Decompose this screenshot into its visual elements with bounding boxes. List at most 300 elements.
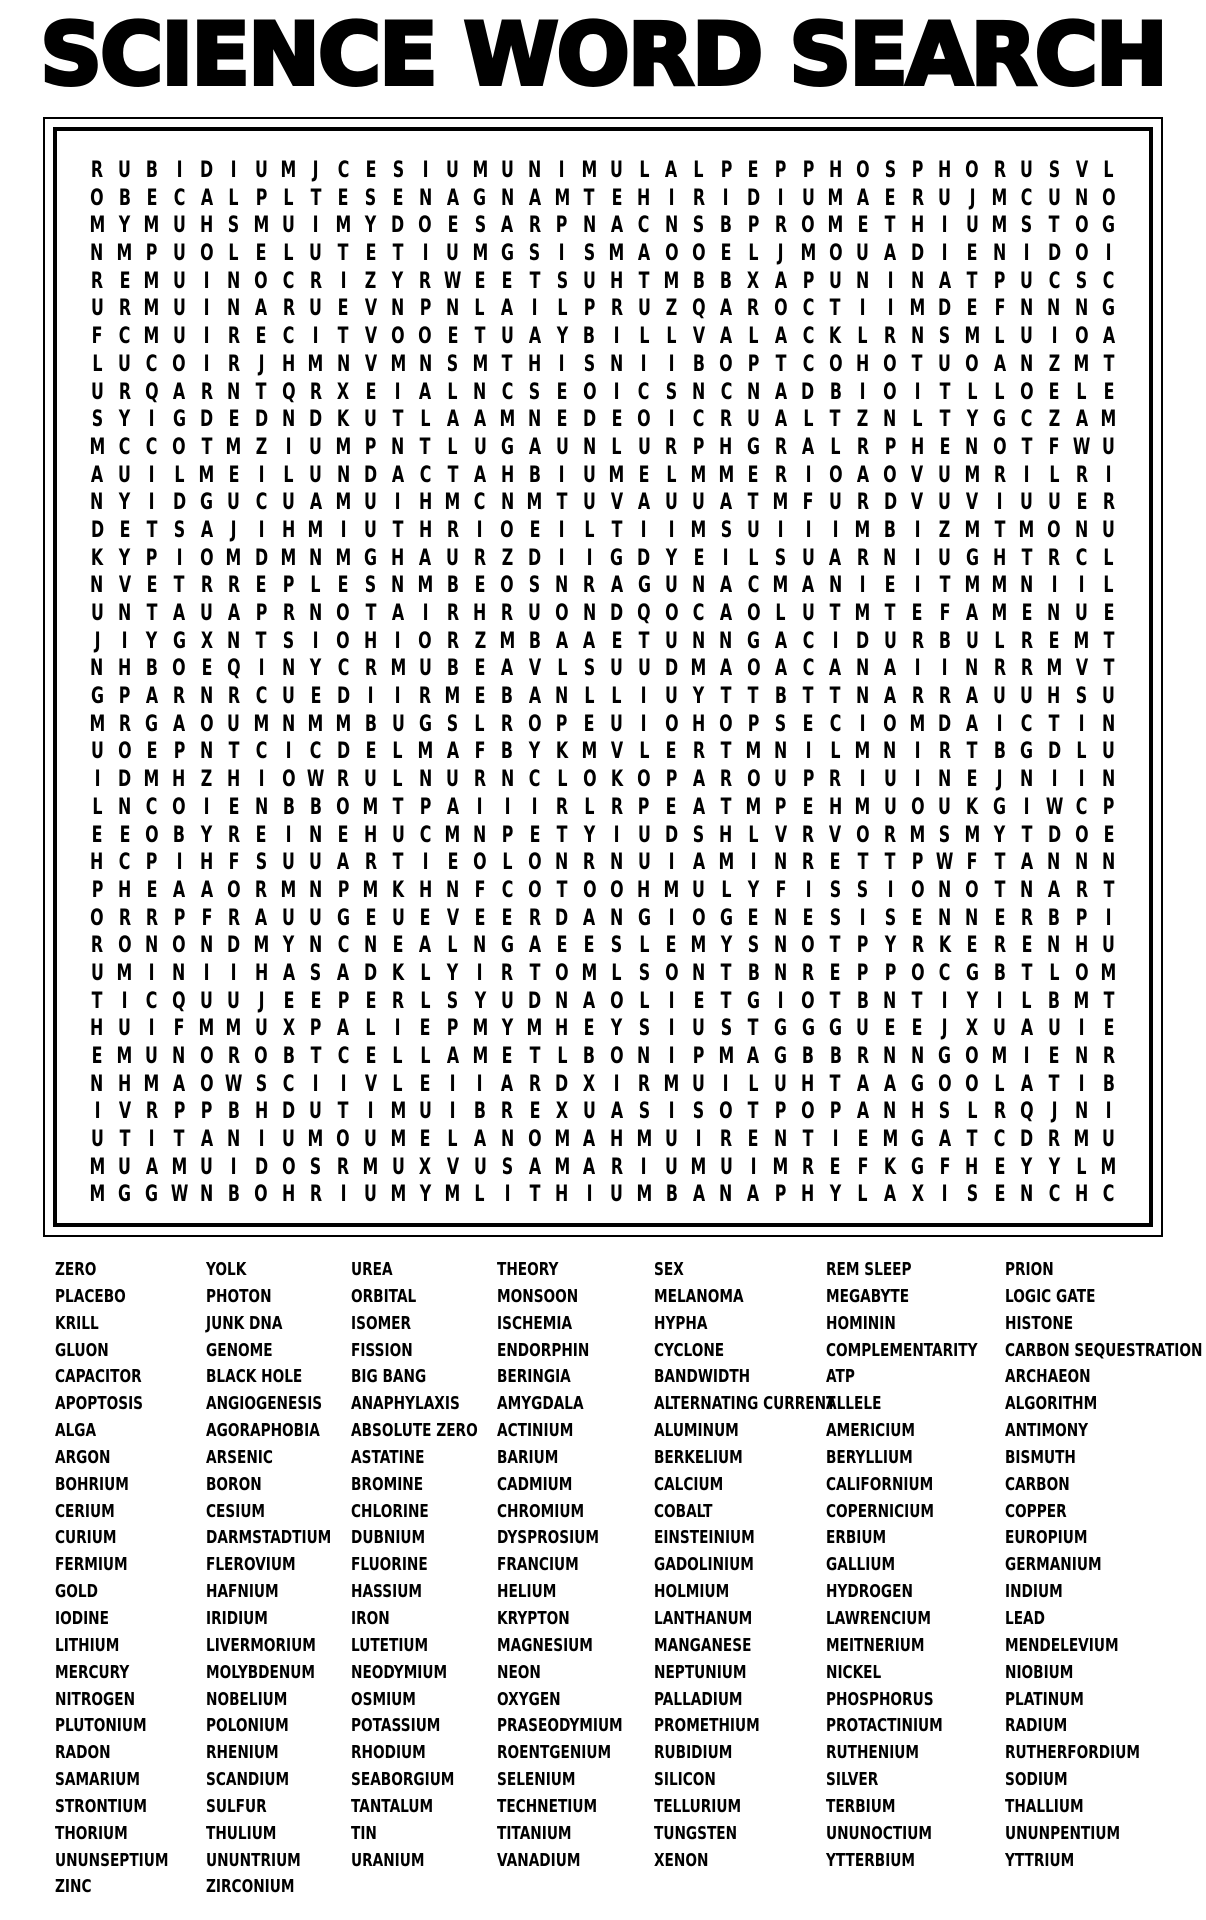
grid-cell: E bbox=[228, 407, 240, 433]
grid-cell: P bbox=[692, 434, 705, 460]
grid-row bbox=[83, 1098, 1122, 1126]
grid-cell: M bbox=[253, 213, 270, 239]
grid-cell: N bbox=[281, 711, 296, 737]
grid-cell: S bbox=[857, 877, 869, 903]
grid-cell: O bbox=[199, 545, 214, 571]
grid-cell: R bbox=[200, 573, 213, 599]
grid-cell: F bbox=[939, 601, 951, 626]
grid-cell: E bbox=[802, 711, 814, 737]
grid-cell: M bbox=[417, 739, 434, 765]
grid-cell: N bbox=[883, 988, 897, 1014]
grid-cell: M bbox=[444, 490, 461, 516]
word-item: ACTINIUM bbox=[497, 1420, 574, 1442]
word-item: ZERO bbox=[55, 1259, 97, 1280]
grid-row bbox=[83, 489, 1122, 517]
grid-cell: L bbox=[1076, 1154, 1087, 1180]
grid-cell: R bbox=[911, 628, 924, 654]
grid-cell: J bbox=[777, 241, 784, 267]
grid-cell: A bbox=[419, 379, 432, 405]
grid-cell: S bbox=[583, 351, 596, 377]
grid-row bbox=[83, 240, 1122, 268]
grid-cell: I bbox=[258, 462, 265, 488]
grid-cell: I bbox=[148, 490, 155, 516]
grid-cell: O bbox=[664, 711, 679, 737]
grid-cell: A bbox=[774, 268, 787, 294]
word-item: RUTHENIUM bbox=[826, 1742, 920, 1764]
word-item: PHOSPHORUS bbox=[826, 1688, 934, 1710]
word-item: NEON bbox=[497, 1661, 541, 1683]
grid-cell: R bbox=[719, 767, 733, 793]
grid-cell: L bbox=[474, 296, 486, 322]
grid-cell: I bbox=[1023, 1044, 1030, 1069]
grid-cell: M bbox=[472, 158, 488, 183]
grid-cell: G bbox=[117, 1182, 131, 1208]
grid-cell: T bbox=[830, 684, 841, 710]
grid-cell: P bbox=[856, 960, 869, 986]
word-item: JUNK DNA bbox=[206, 1312, 283, 1334]
grid-cell: E bbox=[802, 794, 814, 820]
grid-cell: U bbox=[282, 490, 295, 516]
grid-cell: M bbox=[280, 158, 297, 183]
grid-cell: P bbox=[255, 601, 268, 626]
word-list-column bbox=[497, 1257, 662, 1874]
grid-cell: O bbox=[1102, 185, 1116, 211]
grid-cell: A bbox=[774, 324, 787, 350]
grid-cell: B bbox=[829, 1044, 842, 1069]
grid-cell: O bbox=[965, 877, 979, 903]
grid-cell: N bbox=[883, 1044, 897, 1069]
grid-cell: A bbox=[446, 794, 459, 820]
word-list bbox=[0, 1257, 1206, 1917]
grid-cell: T bbox=[1103, 656, 1115, 682]
grid-cell: U bbox=[446, 158, 460, 183]
grid-cell: B bbox=[145, 158, 158, 183]
grid-cell: R bbox=[719, 1127, 733, 1153]
grid-cell: N bbox=[1020, 573, 1034, 599]
grid-cell: S bbox=[583, 656, 596, 682]
grid-cell: L bbox=[1021, 988, 1032, 1014]
grid-cell: S bbox=[610, 933, 623, 959]
grid-cell: A bbox=[692, 767, 705, 793]
grid-cell: T bbox=[611, 517, 623, 543]
grid-cell: U bbox=[118, 1016, 131, 1042]
grid-cell: T bbox=[802, 684, 814, 710]
grid-cell: C bbox=[337, 656, 350, 682]
grid-cell: N bbox=[938, 767, 952, 793]
grid-cell: E bbox=[994, 1182, 1005, 1208]
grid-cell: L bbox=[1049, 462, 1060, 488]
grid-cell: E bbox=[665, 933, 677, 959]
grid-cell: O bbox=[254, 1044, 268, 1069]
grid-cell: V bbox=[774, 822, 787, 848]
word-item: NICKEL bbox=[826, 1661, 882, 1683]
grid-cell: I bbox=[394, 1016, 401, 1042]
grid-cell: U bbox=[1020, 684, 1034, 710]
word-item: ZIRCONIUM bbox=[206, 1876, 295, 1898]
grid-cell: B bbox=[173, 822, 186, 848]
grid-cell: S bbox=[638, 960, 650, 986]
grid-cell: E bbox=[501, 1044, 513, 1069]
grid-cell: M bbox=[143, 213, 160, 239]
word-item: OXYGEN bbox=[497, 1688, 561, 1710]
word-item: COPERNICIUM bbox=[826, 1500, 934, 1522]
word-item: RHODIUM bbox=[351, 1742, 426, 1764]
grid-cell: B bbox=[227, 1182, 240, 1208]
grid-cell: Q bbox=[637, 601, 651, 626]
grid-cell: S bbox=[638, 1016, 650, 1042]
grid-cell: E bbox=[310, 684, 322, 710]
grid-cell: O bbox=[145, 822, 159, 848]
grid-cell: I bbox=[695, 1127, 702, 1153]
grid-cell: G bbox=[1020, 739, 1034, 765]
grid-cell: E bbox=[912, 601, 923, 626]
grid-cell: C bbox=[802, 628, 814, 654]
grid-cell: N bbox=[1047, 601, 1061, 626]
grid-cell: L bbox=[310, 573, 321, 599]
word-item: CURIUM bbox=[55, 1527, 117, 1549]
grid-cell: O bbox=[1074, 324, 1089, 350]
grid-cell: O bbox=[527, 877, 542, 903]
grid-cell: I bbox=[203, 960, 210, 986]
grid-cell: A bbox=[446, 185, 459, 211]
grid-cell: P bbox=[774, 158, 787, 183]
grid-cell: R bbox=[801, 960, 815, 986]
grid-cell: H bbox=[637, 877, 651, 903]
grid-cell: E bbox=[228, 794, 240, 820]
word-item: SCANDIUM bbox=[206, 1769, 290, 1791]
grid-cell: U bbox=[227, 490, 241, 516]
grid-cell: O bbox=[527, 850, 542, 876]
grid-cell: E bbox=[474, 656, 486, 682]
grid-cell: L bbox=[830, 434, 841, 460]
grid-cell: L bbox=[1076, 379, 1087, 405]
grid-cell: U bbox=[610, 656, 624, 682]
grid-cell: A bbox=[856, 185, 869, 211]
grid-cell: D bbox=[227, 933, 241, 959]
grid-cell: U bbox=[446, 241, 460, 267]
grid-cell: L bbox=[967, 1099, 978, 1125]
grid-cell: R bbox=[501, 1099, 514, 1125]
grid-cell: D bbox=[664, 656, 678, 682]
grid-cell: Y bbox=[200, 822, 213, 848]
grid-cell: M bbox=[690, 656, 707, 682]
grid-cell: T bbox=[830, 601, 841, 626]
grid-cell: F bbox=[474, 739, 486, 765]
grid-cell: R bbox=[118, 379, 131, 405]
grid-cell: T bbox=[337, 324, 349, 350]
grid-cell: C bbox=[802, 351, 814, 377]
grid-cell: E bbox=[146, 185, 158, 211]
grid-cell: T bbox=[912, 351, 923, 377]
grid-cell: U bbox=[965, 213, 979, 239]
grid-cell: M bbox=[772, 573, 789, 599]
grid-cell: M bbox=[390, 1127, 406, 1153]
grid-cell: I bbox=[148, 407, 155, 433]
grid-cell: M bbox=[390, 656, 406, 682]
grid-cell: U bbox=[664, 490, 678, 516]
grid-cell: O bbox=[90, 185, 104, 211]
grid-row bbox=[83, 434, 1122, 462]
grid-cell: O bbox=[664, 241, 679, 267]
grid-cell: I bbox=[449, 1099, 456, 1125]
grid-cell: O bbox=[582, 767, 597, 793]
grid-cell: E bbox=[365, 241, 376, 267]
grid-cell: O bbox=[910, 794, 925, 820]
word-item: CHROMIUM bbox=[497, 1500, 585, 1522]
grid-cell: P bbox=[747, 351, 760, 377]
grid-cell: L bbox=[556, 296, 568, 322]
grid-cell: U bbox=[282, 1127, 295, 1153]
grid-cell: N bbox=[856, 684, 870, 710]
grid-cell: O bbox=[254, 1182, 268, 1208]
grid-cell: T bbox=[830, 296, 841, 322]
grid-cell: C bbox=[692, 601, 705, 626]
grid-cell: U bbox=[446, 767, 460, 793]
grid-cell: A bbox=[391, 601, 405, 626]
grid-cell: T bbox=[1021, 960, 1033, 986]
grid-cell: R bbox=[227, 822, 240, 848]
grid-cell: O bbox=[938, 1071, 952, 1097]
grid-cell: A bbox=[528, 324, 541, 350]
grid-cell: O bbox=[1074, 960, 1089, 986]
grid-cell: P bbox=[310, 1016, 322, 1042]
grid-cell: J bbox=[94, 628, 101, 654]
grid-cell: I bbox=[668, 351, 675, 377]
grid-cell: D bbox=[90, 517, 104, 543]
grid-cell: S bbox=[364, 185, 377, 211]
grid-cell: A bbox=[1020, 850, 1033, 876]
grid-cell: D bbox=[254, 1154, 268, 1180]
grid-cell: O bbox=[637, 767, 651, 793]
grid-cell: C bbox=[419, 822, 432, 848]
grid-cell: T bbox=[884, 850, 896, 876]
grid-cell: O bbox=[500, 573, 515, 599]
grid-cell: G bbox=[418, 711, 432, 737]
grid-cell: N bbox=[719, 628, 733, 654]
grid-cell: N bbox=[692, 960, 706, 986]
grid-cell: S bbox=[446, 351, 459, 377]
grid-cell: M bbox=[991, 185, 1008, 211]
grid-cell: A bbox=[993, 351, 1006, 377]
grid-cell: I bbox=[477, 517, 483, 543]
grid-row bbox=[83, 406, 1122, 434]
grid-cell: I bbox=[394, 628, 401, 654]
grid-cell: E bbox=[337, 185, 349, 211]
grid-cell: B bbox=[692, 268, 705, 294]
word-item: MANGANESE bbox=[654, 1634, 752, 1656]
grid-cell: R bbox=[583, 850, 596, 876]
grid-cell: R bbox=[774, 462, 787, 488]
grid-cell: V bbox=[1075, 656, 1088, 682]
grid-cell: E bbox=[665, 794, 677, 820]
word-item: TANTALUM bbox=[351, 1795, 434, 1817]
grid-cell: N bbox=[555, 573, 569, 599]
grid-cell: N bbox=[199, 933, 214, 959]
grid-cell: R bbox=[1075, 877, 1088, 903]
word-list-column bbox=[206, 1257, 371, 1901]
grid-cell: G bbox=[965, 960, 979, 986]
grid-cell: T bbox=[1021, 822, 1033, 848]
word-item: TUNGSTEN bbox=[654, 1822, 738, 1844]
grid-cell: A bbox=[145, 1154, 158, 1180]
grid-cell: N bbox=[90, 1071, 104, 1097]
grid-cell: N bbox=[445, 877, 460, 903]
grid-cell: N bbox=[1047, 933, 1061, 959]
grid-cell: A bbox=[501, 213, 514, 239]
grid-cell: L bbox=[283, 241, 294, 267]
grid-cell: M bbox=[608, 462, 625, 488]
grid-cell: I bbox=[668, 850, 675, 876]
word-item: UNUNSEPTIUM bbox=[55, 1849, 169, 1871]
grid-cell: O bbox=[172, 933, 186, 959]
grid-cell: O bbox=[117, 739, 132, 765]
grid-cell: J bbox=[230, 517, 237, 543]
word-item: MENDELEVIUM bbox=[1005, 1634, 1119, 1656]
grid-cell: U bbox=[364, 1182, 378, 1208]
grid-cell: A bbox=[883, 1182, 897, 1208]
word-item: RADIUM bbox=[1005, 1715, 1068, 1737]
word-item: YTTRIUM bbox=[1005, 1849, 1075, 1871]
grid-cell: I bbox=[422, 850, 429, 876]
grid-cell: M bbox=[581, 158, 598, 183]
grid-cell: R bbox=[391, 988, 405, 1014]
grid-cell: L bbox=[666, 324, 677, 350]
grid-cell: I bbox=[750, 1154, 757, 1180]
grid-cell: Z bbox=[665, 296, 678, 322]
grid-cell: T bbox=[720, 684, 732, 710]
grid-cell: U bbox=[309, 905, 323, 931]
grid-cell: E bbox=[556, 407, 568, 433]
grid-cell: I bbox=[148, 462, 155, 488]
grid-cell: S bbox=[884, 905, 896, 931]
grid-cell: E bbox=[556, 933, 568, 959]
grid-cell: K bbox=[610, 767, 623, 793]
word-item: ARSENIC bbox=[206, 1446, 273, 1468]
grid-cell: M bbox=[143, 268, 160, 294]
word-list-column bbox=[351, 1257, 518, 1874]
grid-cell: R bbox=[473, 545, 487, 571]
grid-cell: I bbox=[258, 517, 265, 543]
grid-cell: F bbox=[474, 877, 486, 903]
grid-cell: G bbox=[473, 185, 487, 211]
grid-cell: S bbox=[665, 379, 678, 405]
grid-cell: C bbox=[474, 490, 486, 516]
grid-cell: U bbox=[118, 351, 131, 377]
grid-row bbox=[83, 351, 1122, 379]
grid-cell: M bbox=[253, 933, 270, 959]
grid-cell: E bbox=[146, 573, 158, 599]
grid-cell: U bbox=[1020, 158, 1034, 183]
grid-cell: B bbox=[118, 185, 131, 211]
grid-cell: A bbox=[583, 628, 596, 654]
word-item: HAFNIUM bbox=[206, 1581, 279, 1603]
grid-cell: R bbox=[145, 905, 158, 931]
grid-cell: G bbox=[965, 545, 979, 571]
grid-cell: L bbox=[584, 794, 595, 820]
grid-cell: L bbox=[283, 462, 294, 488]
grid-cell: L bbox=[474, 1182, 486, 1208]
grid-cell: R bbox=[337, 1154, 350, 1180]
page-title: SCIENCE WORD SEARCH bbox=[40, 5, 1166, 105]
grid-cell: G bbox=[500, 241, 514, 267]
grid-cell: I bbox=[586, 545, 593, 571]
grid-row bbox=[83, 822, 1122, 850]
grid-cell: L bbox=[994, 1071, 1005, 1097]
grid-cell: M bbox=[444, 684, 461, 710]
grid-cell: W bbox=[1045, 794, 1063, 820]
grid-cell: J bbox=[969, 185, 976, 211]
grid-cell: A bbox=[719, 324, 733, 350]
grid-cell: I bbox=[859, 905, 866, 931]
grid-cell: O bbox=[199, 1044, 214, 1069]
grid-cell: T bbox=[966, 739, 978, 765]
grid-cell: U bbox=[692, 1016, 706, 1042]
grid-row bbox=[83, 905, 1122, 933]
grid-cell: R bbox=[446, 628, 459, 654]
grid-cell: T bbox=[146, 601, 158, 626]
grid-cell: P bbox=[774, 1182, 787, 1208]
grid-cell: Y bbox=[118, 545, 131, 571]
grid-cell: V bbox=[610, 739, 623, 765]
grid-cell: T bbox=[912, 988, 923, 1014]
grid-cell: N bbox=[281, 407, 296, 433]
grid-cell: P bbox=[774, 1099, 787, 1125]
grid-cell: A bbox=[501, 296, 514, 322]
grid-cell: H bbox=[172, 767, 186, 793]
grid-cell: G bbox=[746, 434, 760, 460]
grid-cell: D bbox=[391, 213, 405, 239]
grid-cell: V bbox=[966, 490, 979, 516]
grid-cell: U bbox=[692, 877, 706, 903]
grid-cell: N bbox=[883, 1099, 897, 1125]
word-item: ERBIUM bbox=[826, 1527, 887, 1549]
grid-cell: C bbox=[255, 684, 268, 710]
grid-cell: R bbox=[993, 462, 1006, 488]
grid-cell: L bbox=[392, 767, 403, 793]
grid-cell: U bbox=[200, 988, 213, 1014]
word-item: HISTONE bbox=[1005, 1312, 1074, 1334]
grid-cell: S bbox=[528, 379, 541, 405]
grid-cell: D bbox=[254, 407, 268, 433]
grid-cell: H bbox=[910, 213, 925, 239]
grid-cell: M bbox=[1100, 407, 1117, 433]
grid-cell: U bbox=[309, 241, 323, 267]
grid-cell: N bbox=[582, 601, 596, 626]
word-item: SEX bbox=[654, 1259, 684, 1280]
grid-cell: W bbox=[443, 268, 462, 294]
grid-cell: N bbox=[1102, 767, 1116, 793]
grid-cell: E bbox=[693, 988, 705, 1014]
grid-cell: M bbox=[554, 1154, 570, 1180]
grid-cell: N bbox=[254, 794, 268, 820]
grid-cell: T bbox=[310, 185, 322, 211]
grid-cell: M bbox=[472, 241, 488, 267]
grid-cell: N bbox=[1074, 517, 1089, 543]
grid-cell: O bbox=[336, 794, 350, 820]
grid-cell: I bbox=[941, 213, 948, 239]
grid-cell: O bbox=[773, 296, 788, 322]
word-item: ORBITAL bbox=[351, 1285, 417, 1307]
grid-cell: R bbox=[747, 296, 760, 322]
grid-cell: V bbox=[364, 1071, 377, 1097]
grid-cell: H bbox=[910, 1099, 925, 1125]
word-item: THEORY bbox=[497, 1259, 559, 1280]
grid-cell: I bbox=[94, 767, 101, 793]
grid-cell: A bbox=[583, 905, 596, 931]
grid-cell: N bbox=[90, 241, 104, 267]
grid-cell: G bbox=[145, 711, 159, 737]
grid-cell: E bbox=[501, 268, 513, 294]
